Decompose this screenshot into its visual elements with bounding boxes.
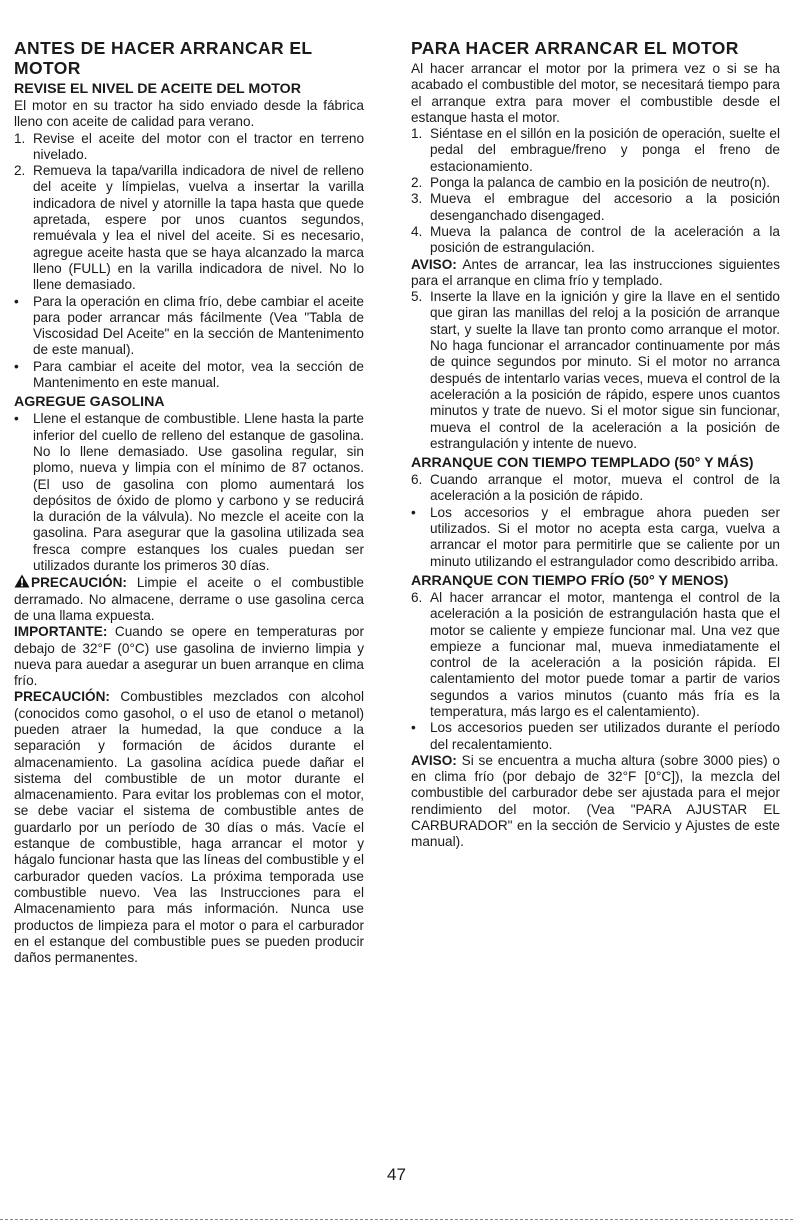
notice-label: AVISO: — [411, 752, 457, 768]
oil-steps — [14, 131, 364, 294]
notice-altitude: AVISO: Si se encuentra a mucha altura (sobre 3000 pies) o en clima frío (por debajo de 32°F [0°C]), la mezcla del combustible del carburador debe ser ajustada para el mejor rendimiento del motor. (Vea "PARA AJUSTAR EL CARBURADOR" en la sección de Servicio y Ajustes de este manual). — [411, 752, 780, 850]
cold-bullets — [411, 720, 780, 753]
heading-cold-start: ARRANQUE CON TIEMPO FRÍO (50° Y MENOS) — [411, 572, 729, 589]
caution-alcohol-fuel: PRECAUCIÓN: Combustibles mezclados con alcohol (conocidos como gasohol, o el uso de etanol o metanol) pueden atraer la humedad, la que conduce a la separación y formación de ácidos durante el almacenamiento. La gasolina acídica puede dañar el sistema del combustible de un motor durante el almacenamiento. Para evitar los problemas con el motor, se debe vaciar el sistema de combustible antes de guardarlo por un período de 30 días o más. Vacíe el estanque de combustible, haga arrancar el motor y hágalo funcionar hasta que las líneas del combustible y el carburador queden vacíos. La próxima temporada use combustible nuevo. Vea las Instrucciones para el Almacenamiento para más información. Nunca use productos de limpieza para el motor o para el carburador en el estanque del combustible pues se pueden producir daños permanentes. — [14, 689, 364, 966]
list-item: 2. Remueva la tapa/varilla indicadora de nivel de relleno del aceite y límpielas, vuelva a insertar la varilla indicadora de nivel y atornille la tapa hasta que quede apretada, espere por unos cuantos segundos, remuévala y lea el nivel del aceite. Si es necesario, agregue aceite hasta que se haya alcanzado la marca lleno (FULL) en la varilla indicadora de nivel. No lo llene demasiado. — [14, 163, 364, 293]
right-column — [411, 38, 780, 851]
warm-steps — [411, 472, 780, 505]
section-title-before-start: ANTES DE HACER ARRANCAR EL MOTOR — [14, 38, 313, 78]
caution-spill: PRECAUCIÓN: Limpie el aceite o el combustible derramado. No almacene, derrame o use gasolina cerca de una llama expuesta. — [14, 575, 364, 623]
list-item: • Los accesorios pueden ser utilizados durante el período del recalentamiento. — [411, 720, 780, 752]
fuel-bullets — [14, 411, 364, 574]
list-item: 5. Inserte la llave en la ignición y gire la llave en el sentido que giran las manillas del reloj a la posición de arranque start, y suelte la llave tan pronto como arranque el motor. No haga funcionar el arrancador continuamente por más de quince segundos por minuto. Si el motor no arranca después de intentarlo varias veces, mueva el control de la aceleración a la posición de rápido, espere unos cuantos minutos y trate de nuevo. Si el motor sigue sin funcionar, mueva el control de la aceleración a la posición de estrangulación y intente de nuevo. — [411, 289, 780, 451]
list-item: 1. Siéntase en el sillón en la posición de operación, suelte el pedal del embrague/freno y ponga el freno de estacionamiento. — [411, 126, 780, 174]
list-item: • Para cambiar el aceite del motor, vea la sección de Mantenimento en este manual. — [14, 358, 364, 391]
page-bottom-divider — [0, 1219, 793, 1220]
list-item: • Los accesorios y el embrague ahora pueden ser utilizados. Si el motor no acepta esta carga, vuelva a arrancar el motor para permitirle que se caliente por un minuto utilizando el estrangulador como describido arriba. — [411, 504, 780, 569]
list-item: • Llene el estanque de combustible. Llene hasta la parte inferior del cuello de relleno del estanque de gasolina. No lo llene demasiado. Use gasolina regular, sin plomo, nueva y limpia con el mínimo de 87 octanos. (El uso de gasolina con plomo aumentará los depósitos de óxido de plomo y carbono y se reducirá la duración de la válvula). No mezcle el aceite con la gasolina. Para asegurar que la gasolina utilizada sea fresca compre estanques los cuales puedan ser utilizados durante los primeros 30 días. — [14, 411, 364, 574]
list-item: • Para la operación en clima frío, debe cambiar el aceite para poder arrancar más fácilmente (Vea "Tabla de Viscosidad Del Aceite" en la sección de Mantenimento de este manual). — [14, 293, 364, 358]
heading-add-fuel: AGREGUE GASOLINA — [14, 394, 165, 411]
list-item: 3. Mueva el embrague del accesorio a la posición desenganchado disengaged. — [411, 191, 780, 223]
notice-cold-warm: AVISO: Antes de arrancar, lea las instrucciones siguientes para el arranque en clima frío y templado. — [411, 256, 780, 288]
oil-bullets — [14, 294, 364, 392]
warning-triangle-icon — [14, 574, 30, 588]
start-intro: Al hacer arrancar el motor por la primera vez o si se ha acabado el combustible del motor, se necesitará tiempo para el arranque extra para mover el combustible desde el estanque hasta el motor. — [411, 61, 780, 125]
list-item: 1. Revise el aceite del motor con el tractor en terreno nivelado. — [14, 130, 364, 162]
section-title-start-engine: PARA HACER ARRANCAR EL MOTOR — [411, 38, 739, 58]
notice-label: AVISO: — [411, 256, 457, 272]
caution-label: PRECAUCIÓN: — [31, 575, 127, 591]
warm-bullets — [411, 505, 780, 570]
list-item: 2. Ponga la palanca de cambio en la posición de neutro(n). — [411, 175, 771, 191]
important-label: IMPORTANTE: — [14, 624, 108, 640]
list-item: 6. Al hacer arrancar el motor, mantenga el control de la aceleración a la posición de estrangulación hasta que el motor se caliente y empieze funcionar mal. Una vez que empieze a funcionar mal, mueva inmediatamente el control de la aceleración a la posición rápida. El calentamiento del motor puede tomar a partir de varios segundos a varios minutos (cuanto más fría es la temperatura, más largo es el calentamiento). — [411, 589, 780, 719]
start-steps — [411, 126, 780, 256]
heading-check-oil: REVISE EL NIVEL DE ACEITE DEL MOTOR — [14, 81, 301, 97]
cold-steps — [411, 590, 780, 720]
heading-warm-start: ARRANQUE CON TIEMPO TEMPLADO (50° Y MÁS) — [411, 455, 754, 472]
oil-intro: El motor en su tractor ha sido enviado desde la fábrica lleno con aceite de calidad para verano. — [14, 98, 364, 130]
important-note: IMPORTANTE: Cuando se opere en temperaturas por debajo de 32°F (0°C) use gasolina de invierno limpia y nueva para auedar a asegurar un buen arranque en clima frío. — [14, 624, 364, 689]
start-steps-2 — [411, 289, 780, 452]
page-number: 47 — [387, 1165, 406, 1184]
left-column — [14, 38, 364, 966]
list-item: 4. Mueva la palanca de control de la aceleración a la posición de estrangulación. — [411, 223, 780, 256]
list-item: 6. Cuando arranque el motor, mueva el control de la aceleración a la posición de rápido. — [411, 472, 780, 504]
caution-label: PRECAUCIÓN: — [14, 689, 110, 705]
